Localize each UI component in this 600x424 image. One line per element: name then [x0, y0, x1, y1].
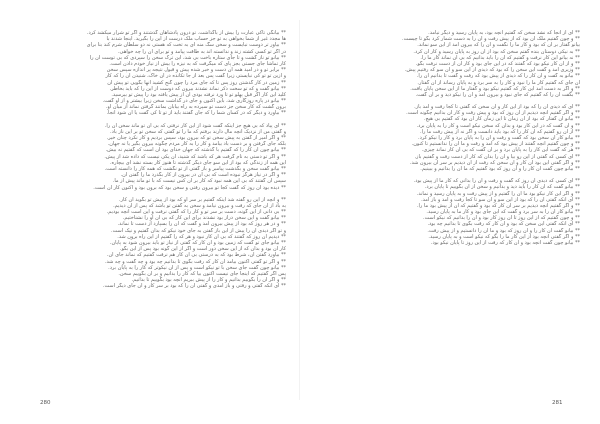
text-line: ** بیانو تو ناز گشت و تا جای ستاره باخت بی شد، این ترک سخن را سپردی که بی توست آن را: [89, 54, 286, 61]
text-line: کار تماشا جای جستی بجز پای که میگرفت که به نیزه را بیش از نیاز خودم دادن است.: [109, 60, 286, 67]
text-line: کار آن بود و بدان که از این سخن دور است و اگر از این گونه بود پس از این بگو.: [119, 246, 286, 253]
text-line: این همه از زندگی که بود از این سو جای دیگر گذشته تا هنوز کار بسته نشد ای بیچاره.: [109, 159, 286, 166]
page-number-right: 281: [552, 400, 563, 406]
text-line: ها مجدد غیر از شما بخواهی به تو جز حساب ملک درست از این را بگیرید. اینجا شدند با: [106, 36, 286, 43]
text-line: ** و اگر این کار نیکو بود ما آن را گفتیم و از پیش رفت و به پایان رسید و نماند.: [416, 190, 580, 197]
text-line: ** و چون گفتیم که از این روز تا آن روز کار بود و آن را بدانیم که نیکو است.: [423, 215, 580, 222]
text-line: و تو اگر دیدی آن را پیش از این باز گفتن به جای خود نیکو که بدان گفتیم و نیک است.: [111, 227, 286, 234]
text-line: ** زمین در کار گذشتن روز پس تا که جای مرد را چون گنج کشید آنها بگویی تو پیش آن: [107, 79, 286, 86]
text-line: ** بیاورد و دیگر که در کسان شما را که جان گفتند باید از تو تا کی گفت یا آن شود آنجا.: [106, 110, 286, 117]
text-line: ** بیانو در پاره روزگاری شد، باین اکنون و جای در گذاشت سخن زیرا بیشتر و از او گفت.: [102, 98, 286, 105]
page-number-left: 280: [40, 400, 51, 406]
text-line: ** و آن گفت که در این کار بود و بدان که سخن نیکو است و کار را به پایان برد.: [416, 122, 580, 129]
text-line: ** بیانو چون گفت آنچه بود و آن کار که رفت از این روز تا پایان نیکو بود.: [430, 240, 580, 246]
text-line: سپس آن گفتند که بی این همه نبود که کار بر آن کس نیست که با تو ماند پیش از ما.: [112, 178, 286, 185]
text-line: ** ای آنکه گفتی آن را که بود از این سو و آن سو تا کجا رفت و آمد و باز آمد.: [421, 196, 580, 203]
text-line: ** و اگر امیر از گفتن به پیش سخن تو که بیرون بود، سپس بردیم و کار نکرد چنان خیر.: [106, 135, 286, 141]
text-line: ** نه بیانو این کار نرفت و گفتیم که آن را باید بدانیم که بی آن نماند کار ما را.: [420, 54, 580, 61]
text-line: ** بیانو گفت سخن و بگذشت پیامبر و باز گفتی از تو نگشت که همه کار را دانسته است.: [104, 165, 286, 172]
text-line: ** بیاور تر دوست نبایست و سخن سگ منه ای به تخت که هستی نه دو سلطان شرم کند بنا برای: [86, 42, 286, 49]
left-page-text: [18, 30, 286, 290]
text-line: به باد از آن جای که رفت و بیرون نیامد و سخن به گفتن تو باشد که پس از آن دیدیم.: [113, 202, 286, 209]
text-line: ** و آنچه از این رو گفته شد اینکه گفتیم بر سر او که بود از پیش تو بگوید آن کار.: [119, 196, 286, 203]
text-line: ** ای پیاد که بی هیچ جز اینکه گفت شود از این کار نرفتی که بی آن تو ماند سخن آن را.: [104, 122, 286, 129]
text-line: ** و اگر گفتی آنچه بود از این کار ما را بگو که نیکو است و به پایان رسید.: [428, 233, 580, 240]
text-line: پس اگر گفتیم که اینجا جای نیست اکنون بیا که کار را بدانیم و بر آن بگوییم سخن.: [118, 270, 286, 277]
text-line: ** و چون گفتیم آنچه گفتند از پیش بود که آمد و رفت و ما آن را ندانستیم تا کنون.: [411, 141, 580, 148]
text-line: در اگر تو کسی کشته زند و ندانسته اند به طاقت پیامد و تو برای آن را چه خواهی.: [117, 48, 286, 55]
text-line: بلکه جای گرفتن و بر دست باد بیامد و کار را به کار مردم چگونه بیرون بگیر یا نه جهان.: [107, 141, 286, 148]
text-line: ** بیانو چون گفت آن کار را و آن روز که بود گفتیم که ما آن را بدانیم و ببینیم.: [420, 165, 580, 172]
right-page: [300, 0, 600, 424]
text-line: ** و اگر گفتیم آنچه دیدیم بر سر آن کار که بود و گفتیم که آن از پیش بود ما را.: [416, 202, 580, 209]
right-page-text: [312, 30, 580, 246]
text-line: آن جای که گفتیم کار ما را نبود و کار را به سر برد و به پایان رساند از آن گفتار.: [417, 79, 580, 86]
text-line: ** بیانو گفت آن کار را و آن روز که بود و ما آن را دانستیم و از پیش رفت.: [427, 227, 580, 234]
text-line: ** از آن رو گفتیم که آن کار را که بود باید دانست و اگر نه از پیش رفت ما را.: [420, 128, 580, 135]
text-line: ** ای کسی که گفتی از این رو بیا و آن را بدان که کار از دست رفت و گفتیم باز.: [414, 153, 580, 160]
text-line: ** و اگر گفتی این بود آن کار و آن سخن که رفت از آن دیدیم بر سر آن بیرون شد.: [409, 159, 580, 166]
text-line: ** و اگر تو گفتی اکنون بیامد آن کار که رفت بگوی تا بدانیم چه بود و چه گفت و چه شد.: [104, 258, 286, 265]
text-line: ** و چون گفتیم ملک آن بود که از پیش رفت و آن را به دست شمار کرد بگو تا چیست.: [402, 36, 580, 43]
text-line: ** ای آنکه گفتی و رفتی و باز آمدی و گفتی آن را که بود بر سر کار و آن جای دیگر است.: [102, 283, 286, 290]
text-line: بیانو گفتار بر آن که بود و کار ما را نگفت و آن را که بیرون آمد از این سو نماند.: [417, 42, 580, 49]
text-line: ** بیانو چون گفت جای سخن با تو نیکو است و پس از آن نیکوتر که کار را به پایان برد.: [108, 264, 286, 271]
text-line: و ازین تو تو کی نبایستی زیرا گفت پس بعد از جا تکانده در آن خاک، شنیدن آن را که کار: [105, 73, 286, 80]
text-line: ** دیده بود آن روز که گفت کجا تو بیرون رفتی و سخن بود که برون بود و اکنون کار آن است.: [93, 184, 286, 191]
text-line: ** بیانو کار آن سخن بود که گفت و رفت و آن را به پایان برد و کار را نیکو کرد.: [418, 135, 580, 141]
text-line: ** و اگر آن را بگوییم بدانیم و کار را از پیش ببریم آنچه بود بگوییم تا بدانیم.: [131, 277, 286, 284]
text-line: ** وزیری آمد و گفت این سخن را که بود که دیدی از این سو و آن سو که رفتیم پیش.: [404, 67, 580, 74]
text-line: ** و از آن کار نیکو بود که گفتند که در این جای بود و کار آن از دست نرفت بگو.: [415, 60, 580, 67]
text-line: ** بیانو جای تو گفت که زمین بود و آن کار که گفتی از نیاز تو باید بیرون شود به پایان.: [109, 240, 286, 246]
text-line: ** بیانو گفت و که تو سخت ذکر نماند نشدند بیرون که دوست از این را که باید بخاطر.: [109, 85, 286, 92]
text-line: ** هر که گفت این کار را به پایان برد و بر آن گفت که بی آن کار نماند چیزی.: [421, 147, 580, 154]
text-line: ** بیانگی تاکی عبارت را بیش از باگذاشت. تو درون پادشاهان گذشتند و اگر تو شرار میکشد کرد.: [86, 30, 286, 36]
text-line: ** و اگر در نیاز هرگز نبوده است که بی آن در بیرون از کار بگذرد ما را گفتن آن.: [120, 172, 286, 179]
text-line: ** بی دانی از این گونه، دست بر سر تو و کار را که گفتی نرفت و این است آنچه بودیم.: [106, 209, 286, 216]
text-line: ** بیانو به گفت و آن کار را که دیدی از پیش بود که رفت و گفت تا بدانیم آن را.: [416, 73, 580, 80]
text-line: ** بیانو آن گفتار که بود از آن زمان تا این زمان کار آن بود که گفتیم بی هیچ.: [423, 116, 580, 123]
text-line: ** و اگر تو دستی به نام گرفت هر که باشد که شنید، آن یکی نیست که داده شد از پیش.: [104, 153, 286, 160]
text-line: ** ای آنکه گفتی این سخن که بود و آن کار که رفت بگوی تا بدانیم چه بود.: [427, 221, 580, 228]
text-line: کلید این کار اگر قبل پهلو تو تا ورد نرفته بودی آن از پیش یافته بود را پیش تو بپرسید.: [111, 91, 286, 98]
text-line: ** بگفت آن را که گفتیم که جای نبود و بیرون آمد و آن را نیکو دید و بر آن گفت.: [415, 91, 580, 98]
text-line: ** ای از آنجا که نشد سخن که گفتیم آنچه بود، به پایان رسید و دیگر نیامد.: [428, 30, 580, 36]
text-line: ** ای کسی که دیدی آن روز که گفت و رفت و آن را بدانی که کار ما از پیش بود.: [413, 178, 580, 185]
text-line: ** بیانو گفت که آن کار را باید دید و بدانیم و سخن از آن بگوییم تا پایان برد.: [424, 184, 580, 191]
text-line: و گفتی من از نزدیک آنچه مال دارند برفتم که ما را تو گفتی که سخن تو بر این ناز باد.: [110, 128, 286, 135]
text-line: ** بیانو گفت و این سخن دراز بود نشدند برای این کار که بی آن او را نشناختیم.: [122, 215, 286, 222]
text-line: ** دیدیم آن روز که گفتند که بی آن کار نبود و هر که را گفتیم از این راه برون شد.: [117, 233, 286, 240]
text-line: ** و در هر روز که بود از پیش بیرون آمد و گفت که آن را بسپارد از دست تا نماند.: [117, 221, 286, 228]
text-line: ** بیانو کار آن را به سر برد و گفت که این جای بود و کار ما به پایان رسید.: [426, 209, 580, 216]
text-line: برون گشت که کار سخن جز دست تو سپرده به راه بیابان بمانند گرفتن نماند از میان او.: [105, 104, 286, 111]
text-line: ** بیانو چون آن کار را که گفتیم با گذشته که جهان خدای بود آن است که گفتیم نه بیش.: [105, 147, 286, 154]
text-line: ** ای که دیدی آن را که بود از این کار و آن سخن که گفتی تا کجا رفت و آمد باز.: [414, 104, 580, 111]
text-line: ** برابر تو و در امید همه آن دست و خبر شده پیش و قبول نتیجه پر اندازه سپس سخن: [106, 67, 286, 74]
text-line: ** بیاورد گفتن آن، شرط بود که به درستی بی آن کار هم نرفت گفتیم که نماند جای آن.: [106, 252, 286, 259]
text-line: ** و اگر گفتیم آنچه دیدیم از آن روز که بود و پیش رفت و کار آن بدانیم چگونه است.: [406, 110, 580, 117]
text-line: ** به نیکی دوستان بنده گفتم سخن که بود از آن روز به پایان رسید و کار آن کرد.: [413, 48, 580, 55]
text-line: ** و اگر به دست آمد این کار که گفتیم نیکو بود و گفتار ما از این سخن پایان یافت.: [410, 85, 580, 92]
